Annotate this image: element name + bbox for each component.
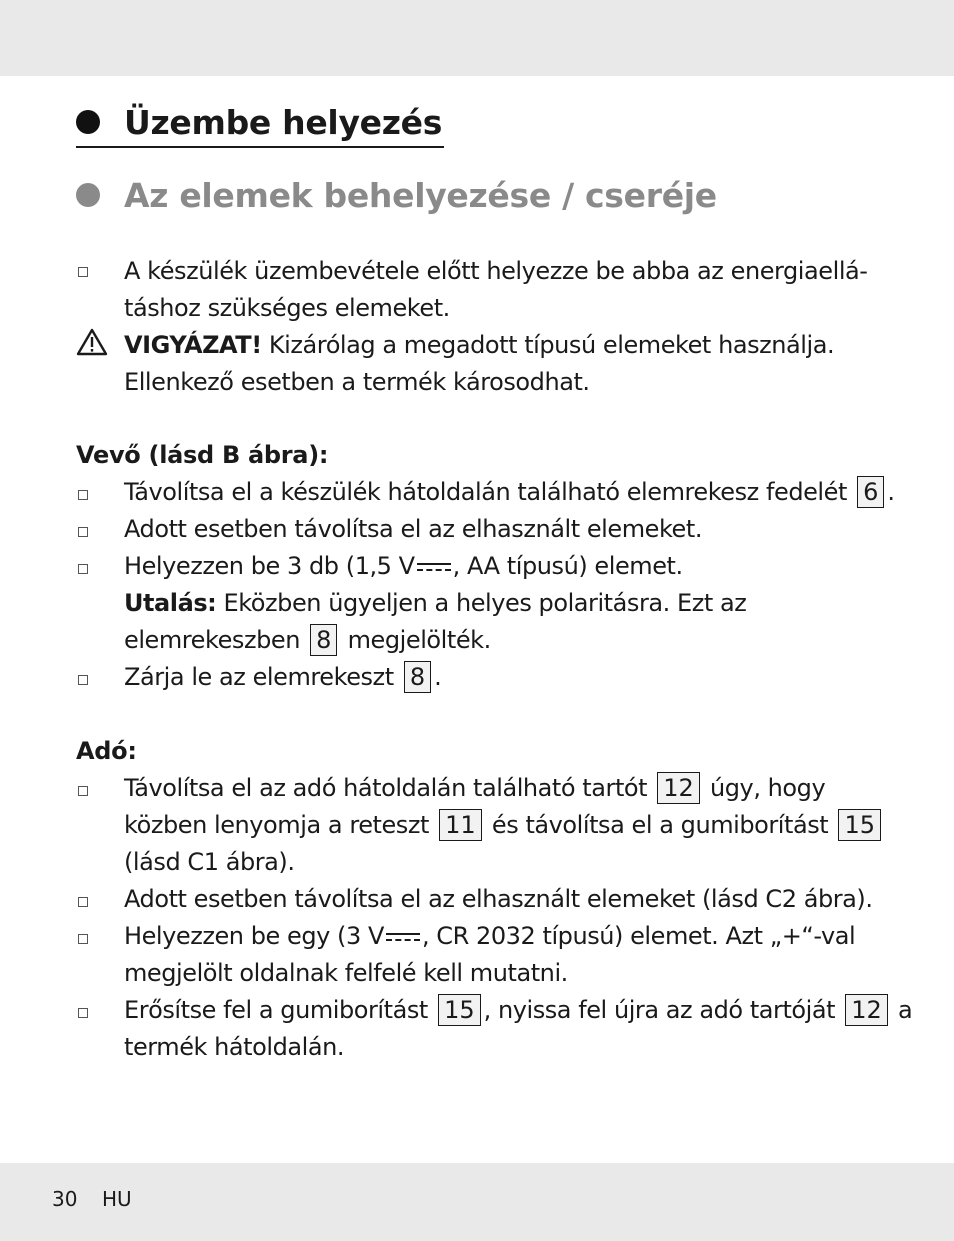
checkbox-bullet-icon [78,1008,88,1018]
part-reference: 6 [857,476,884,508]
dc-voltage-icon [386,931,420,943]
intro-line: A készülék üzembevétele előtt helyezze be abba az energiaellá- [124,257,868,285]
receiver-note: elemrekeszben 8 megjelölték. [124,626,491,654]
checkbox-bullet-icon [78,564,88,574]
note-label: Utalás: [124,589,217,617]
dc-voltage-icon [417,561,451,573]
transmitter-step-1: (lásd C1 ábra). [124,848,295,876]
checkbox-bullet-icon [78,897,88,907]
receiver-step-4: Zárja le az elemrekeszt 8 . [124,663,442,691]
part-reference: 15 [838,809,881,841]
receiver-step-3: Helyezzen be 3 db (1,5 V , AA típusú) elemet. [124,552,683,580]
receiver-step-1: Távolítsa el a készülék hátoldalán található elemrekesz fedelét 6 . [124,478,895,506]
footer-band [0,1163,954,1241]
part-reference: 15 [438,994,481,1026]
part-reference: 12 [657,772,700,804]
checkbox-bullet-icon [78,675,88,685]
part-reference: 11 [439,809,482,841]
part-reference: 12 [845,994,888,1026]
part-reference: 8 [310,624,337,656]
warning-triangle-icon [76,327,108,357]
checkbox-bullet-icon [78,786,88,796]
transmitter-step-1: Távolítsa el az adó hátoldalán található tartót 12 úgy, hogy [124,774,826,802]
subsection-heading: Az elemek behelyezése / cseréje [76,172,717,218]
checkbox-bullet-icon [78,934,88,944]
warning-label: VIGYÁZAT! [124,331,262,359]
transmitter-title: Adó: [76,737,137,765]
header-band [0,0,954,76]
bullet-dot-icon [76,183,100,207]
transmitter-step-2: Adott esetben távolítsa el az elhasznált elemeket (lásd C2 ábra). [124,885,873,913]
bullet-dot-icon [76,110,100,134]
warning-text: Ellenkező esetben a termék károsodhat. [124,368,590,396]
checkbox-bullet-icon [78,267,88,277]
checkbox-bullet-icon [78,527,88,537]
intro-line: táshoz szükséges elemeket. [124,294,450,322]
part-reference: 8 [404,661,431,693]
receiver-title: Vevő (lásd B ábra): [76,441,329,469]
receiver-step-2: Adott esetben távolítsa el az elhasznált elemeket. [124,515,703,543]
page-number: 30 [52,1187,78,1211]
section-heading: Üzembe helyezés [76,98,444,148]
transmitter-step-4: Erősítse fel a gumiborítást 15 , nyissa fel újra az adó tartóját 12 a [124,996,913,1024]
checkbox-bullet-icon [78,490,88,500]
transmitter-step-3: Helyezzen be egy (3 V , CR 2032 típusú) elemet. Azt „+“-val [124,922,856,950]
warning-text: VIGYÁZAT! Kizárólag a megadott típusú elemeket használja. [124,331,835,359]
receiver-note: Utalás: Eközben ügyeljen a helyes polaritásra. Ezt az [124,589,747,617]
transmitter-step-4: termék hátoldalán. [124,1033,345,1061]
transmitter-step-3: megjelölt oldalnak felfelé kell mutatni. [124,959,568,987]
transmitter-step-1: közben lenyomja a reteszt 11 és távolítsa el a gumiborítást 15 [124,807,884,844]
language-code: HU [102,1187,132,1211]
